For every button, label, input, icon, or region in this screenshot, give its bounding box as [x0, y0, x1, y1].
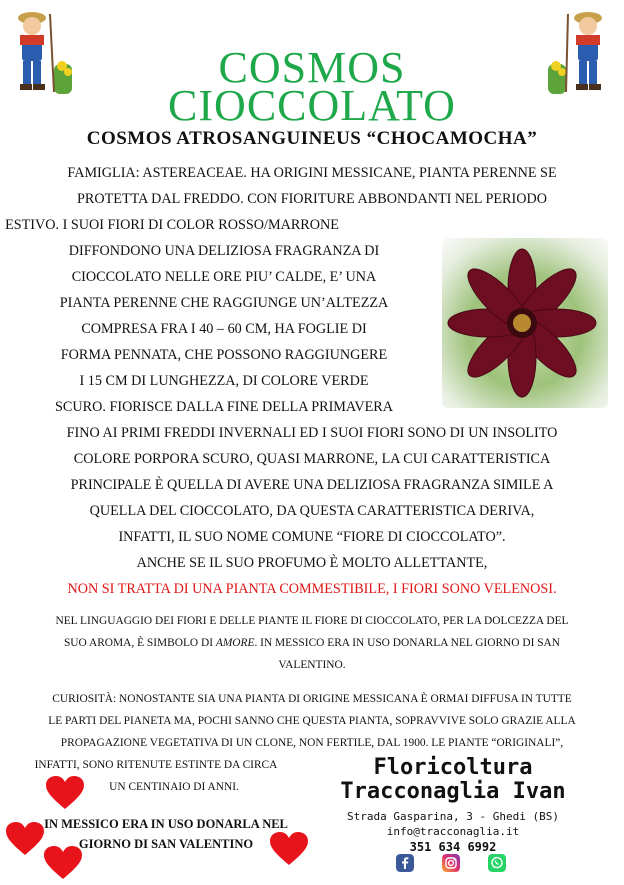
subtitle: COSMOS ATROSANGUINEUS “CHOCAMOCHA” — [86, 128, 538, 149]
curiosity-line: CURIOSITÀ: NONOSTANTE SIA UNA PIANTA DI ORIGINE MESSICANA È ORMAI DIFFUSA IN TUTTE — [52, 693, 572, 705]
body-line: PROTETTA DAL FREDDO. CON FIORITURE ABBONDANTI NEL PERIODO — [77, 191, 547, 207]
heart-icon — [46, 776, 84, 810]
curiosity-line: LE PARTI DEL PIANETA MA, POCHI SANNO CHE QUESTA PIANTA, SOPRAVVIVE SOLO GRAZIE ALLA — [48, 715, 576, 727]
shop-name-line1: Floricoltura — [373, 755, 533, 780]
shop-email: info@tracconaglia.it — [386, 825, 520, 838]
body-line: I 15 CM DI LUNGHEZZA, DI COLORE VERDE — [79, 373, 369, 389]
body-line: QUELLA DEL CIOCCOLATO, DA QUESTA CARATTERISTICA DERIVA, — [89, 503, 535, 519]
page-title-line2: CIOCCOLATO — [168, 81, 456, 130]
warning-text: NON SI TRATTA DI UNA PIANTA COMMESTIBILE, I FIORI SONO VELENOSI. — [67, 581, 557, 597]
body-line: FAMIGLIA: ASTEREACEAE. HA ORIGINI MESSICANE, PIANTA PERENNE SE — [67, 165, 557, 181]
body-line: DIFFONDONO UNA DELIZIOSA FRAGRANZA DI — [68, 243, 380, 259]
body-line: FORMA PENNATA, CHE POSSONO RAGGIUNGERE — [60, 347, 388, 363]
body-line: PIANTA PERENNE CHE RAGGIUNGE UN’ALTEZZA — [59, 295, 389, 311]
body-line: CIOCCOLATO NELLE ORE PIU’ CALDE, E’ UNA — [71, 269, 377, 285]
instagram-icon[interactable] — [442, 854, 460, 872]
page-title-line1: COSMOS — [218, 43, 406, 92]
valentine-note — [26, 814, 306, 854]
curiosity-line: INFATTI, SONO RITENUTE ESTINTE DA CIRCA — [34, 759, 278, 771]
body-line: PRINCIPALE È QUELLA DI AVERE UNA DELIZIOSA FRAGRANZA SIMILE A — [70, 477, 554, 493]
curiosity-line: UN CENTINAIO DI ANNI. — [109, 781, 239, 793]
shop-phone: 351 634 6992 — [409, 840, 497, 854]
shop-address: Strada Gasparina, 3 - Ghedi (BS) — [347, 810, 559, 823]
curiosity-line: PROPAGAZIONE VEGETATIVA DI UN CLONE, NON FERTILE, DAL 1900. LE PIANTE “ORIGINALI”, — [60, 737, 564, 749]
shop-name-line2: Tracconaglia Ivan — [340, 779, 566, 804]
whatsapp-icon[interactable] — [488, 854, 506, 872]
valentine-note-line2: GIORNO DI SAN VALENTINO — [78, 837, 254, 851]
language-line: SUO AROMA, È SIMBOLO DI AMORE. IN MESSICO ERA IN USO DONARLA NEL GIORNO DI SAN — [63, 637, 561, 649]
facebook-icon[interactable] — [396, 854, 414, 872]
body-line: SCURO. FIORISCE DALLA FINE DELLA PRIMAVERA — [55, 399, 393, 415]
language-line: NEL LINGUAGGIO DEI FIORI E DELLE PIANTE IL FIORE DI CIOCCOLATO, PER LA DOLCEZZA DEL — [55, 615, 569, 627]
body-line: COMPRESA FRA I 40 – 60 CM, HA FOGLIE DI — [81, 321, 367, 337]
language-line: VALENTINO. — [278, 659, 346, 671]
love-word: AMORE — [215, 637, 255, 649]
body-line: ESTIVO. I SUOI FIORI DI COLOR ROSSO/MARRONE — [5, 217, 339, 233]
body-line: FINO AI PRIMI FREDDI INVERNALI ED I SUOI FIORI SONO DI UN INSOLITO — [66, 425, 558, 441]
body-line: COLORE PORPORA SCURO, QUASI MARRONE, LA CUI CARATTERISTICA — [73, 451, 551, 467]
shop-signature — [318, 756, 588, 854]
flower-photo — [442, 238, 608, 408]
valentine-note-line1: IN MESSICO ERA IN USO DONARLA NEL — [44, 817, 288, 831]
body-line: ANCHE SE IL SUO PROFUMO È MOLTO ALLETTANTE, — [136, 555, 488, 571]
body-line: INFATTI, IL SUO NOME COMUNE “FIORE DI CIOCCOLATO”. — [118, 529, 506, 545]
